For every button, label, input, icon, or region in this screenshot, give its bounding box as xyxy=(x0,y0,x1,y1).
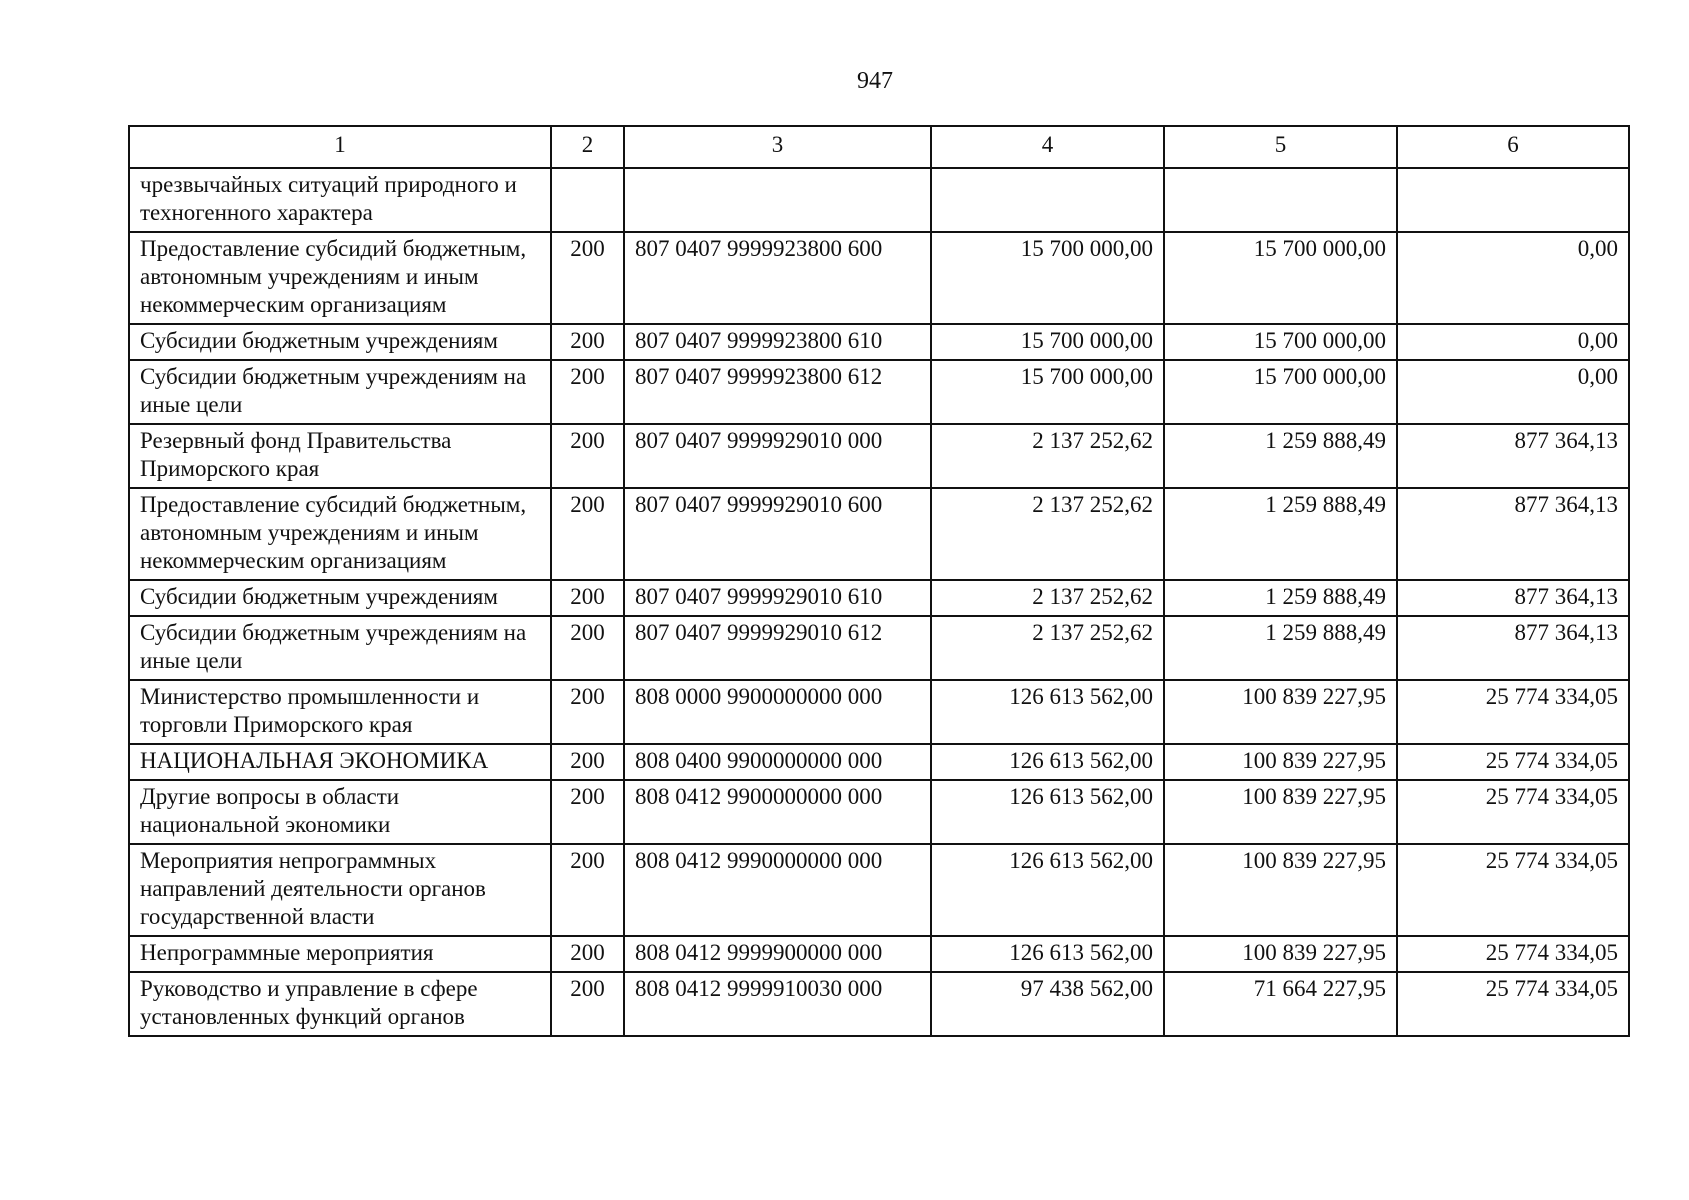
amount-col5-cell: 100 839 227,95 xyxy=(1164,744,1397,780)
amount-col5-cell: 100 839 227,95 xyxy=(1164,780,1397,844)
budget-code-cell: 808 0400 9900000000 000 xyxy=(624,744,931,780)
item-name-cell: Субсидии бюджетным учреждениям на иные цели xyxy=(129,360,551,424)
amount-col5-cell: 100 839 227,95 xyxy=(1164,680,1397,744)
amount-col5-cell: 1 259 888,49 xyxy=(1164,424,1397,488)
amount-col4-cell: 126 613 562,00 xyxy=(931,680,1164,744)
amount-col4-cell: 2 137 252,62 xyxy=(931,488,1164,580)
budget-code-cell: 808 0412 9900000000 000 xyxy=(624,780,931,844)
budget-code-cell: 807 0407 9999929010 600 xyxy=(624,488,931,580)
expense-type-cell: 200 xyxy=(551,488,624,580)
amount-col4-cell: 126 613 562,00 xyxy=(931,844,1164,936)
header-cell-4: 4 xyxy=(931,126,1164,168)
amount-col6-cell: 25 774 334,05 xyxy=(1397,844,1629,936)
table-row xyxy=(129,324,1629,360)
expense-type-cell: 200 xyxy=(551,780,624,844)
item-name-cell: Субсидии бюджетным учреждениям xyxy=(129,580,551,616)
header-cell-2: 2 xyxy=(551,126,624,168)
amount-col4-cell: 126 613 562,00 xyxy=(931,936,1164,972)
amount-col5-cell: 100 839 227,95 xyxy=(1164,844,1397,936)
expense-type-cell: 200 xyxy=(551,936,624,972)
amount-col5-cell xyxy=(1164,168,1397,232)
amount-col6-cell: 0,00 xyxy=(1397,232,1629,324)
budget-code-cell: 808 0412 9999900000 000 xyxy=(624,936,931,972)
amount-col5-cell: 1 259 888,49 xyxy=(1164,488,1397,580)
item-name-cell: Предоставление субсидий бюджетным, автономным учреждениям и иным некоммерческим организациям xyxy=(129,488,551,580)
page-number: 947 xyxy=(857,68,893,94)
table-header xyxy=(129,126,1629,168)
budget-table xyxy=(128,125,1630,1037)
budget-code-cell: 808 0412 9999910030 000 xyxy=(624,972,931,1036)
expense-type-cell: 200 xyxy=(551,360,624,424)
header-cell-1: 1 xyxy=(129,126,551,168)
amount-col5-cell: 1 259 888,49 xyxy=(1164,616,1397,680)
table-row xyxy=(129,488,1629,580)
budget-code-cell: 808 0412 9990000000 000 xyxy=(624,844,931,936)
amount-col6-cell: 877 364,13 xyxy=(1397,488,1629,580)
amount-col5-cell: 100 839 227,95 xyxy=(1164,936,1397,972)
item-name-cell: Субсидии бюджетным учреждениям на иные цели xyxy=(129,616,551,680)
table-row xyxy=(129,936,1629,972)
header-cell-5: 5 xyxy=(1164,126,1397,168)
expense-type-cell xyxy=(551,168,624,232)
amount-col4-cell: 126 613 562,00 xyxy=(931,780,1164,844)
amount-col6-cell: 25 774 334,05 xyxy=(1397,936,1629,972)
item-name-cell: Министерство промышленности и торговли Приморского края xyxy=(129,680,551,744)
table-row xyxy=(129,360,1629,424)
amount-col4-cell: 2 137 252,62 xyxy=(931,616,1164,680)
budget-code-cell: 807 0407 9999929010 610 xyxy=(624,580,931,616)
amount-col6-cell: 877 364,13 xyxy=(1397,580,1629,616)
header-cell-3: 3 xyxy=(624,126,931,168)
table-body xyxy=(129,168,1629,1036)
header-row xyxy=(129,126,1629,168)
amount-col6-cell xyxy=(1397,168,1629,232)
table-row xyxy=(129,616,1629,680)
amount-col5-cell: 15 700 000,00 xyxy=(1164,360,1397,424)
item-name-cell: Непрограммные мероприятия xyxy=(129,936,551,972)
amount-col4-cell: 97 438 562,00 xyxy=(931,972,1164,1036)
item-name-cell: чрезвычайных ситуаций природного и техногенного характера xyxy=(129,168,551,232)
expense-type-cell: 200 xyxy=(551,972,624,1036)
table-row xyxy=(129,680,1629,744)
budget-code-cell xyxy=(624,168,931,232)
expense-type-cell: 200 xyxy=(551,424,624,488)
amount-col5-cell: 1 259 888,49 xyxy=(1164,580,1397,616)
expense-type-cell: 200 xyxy=(551,744,624,780)
expense-type-cell: 200 xyxy=(551,232,624,324)
table-row xyxy=(129,580,1629,616)
budget-code-cell: 808 0000 9900000000 000 xyxy=(624,680,931,744)
amount-col6-cell: 0,00 xyxy=(1397,360,1629,424)
budget-code-cell: 807 0407 9999929010 000 xyxy=(624,424,931,488)
amount-col6-cell: 25 774 334,05 xyxy=(1397,744,1629,780)
table-row xyxy=(129,744,1629,780)
table-row xyxy=(129,232,1629,324)
table-row xyxy=(129,424,1629,488)
amount-col4-cell: 2 137 252,62 xyxy=(931,424,1164,488)
amount-col4-cell: 15 700 000,00 xyxy=(931,360,1164,424)
budget-code-cell: 807 0407 9999923800 612 xyxy=(624,360,931,424)
amount-col5-cell: 71 664 227,95 xyxy=(1164,972,1397,1036)
item-name-cell: Предоставление субсидий бюджетным, автономным учреждениям и иным некоммерческим организациям xyxy=(129,232,551,324)
item-name-cell: Резервный фонд Правительства Приморского края xyxy=(129,424,551,488)
item-name-cell: Другие вопросы в области национальной экономики xyxy=(129,780,551,844)
item-name-cell: Мероприятия непрограммных направлений деятельности органов государственной власти xyxy=(129,844,551,936)
amount-col6-cell: 877 364,13 xyxy=(1397,616,1629,680)
budget-code-cell: 807 0407 9999923800 610 xyxy=(624,324,931,360)
table-row xyxy=(129,780,1629,844)
amount-col4-cell xyxy=(931,168,1164,232)
item-name-cell: Субсидии бюджетным учреждениям xyxy=(129,324,551,360)
amount-col6-cell: 0,00 xyxy=(1397,324,1629,360)
amount-col5-cell: 15 700 000,00 xyxy=(1164,324,1397,360)
amount-col6-cell: 25 774 334,05 xyxy=(1397,972,1629,1036)
amount-col5-cell: 15 700 000,00 xyxy=(1164,232,1397,324)
table-row xyxy=(129,972,1629,1036)
amount-col6-cell: 25 774 334,05 xyxy=(1397,780,1629,844)
amount-col4-cell: 15 700 000,00 xyxy=(931,232,1164,324)
expense-type-cell: 200 xyxy=(551,580,624,616)
amount-col6-cell: 25 774 334,05 xyxy=(1397,680,1629,744)
amount-col4-cell: 126 613 562,00 xyxy=(931,744,1164,780)
expense-type-cell: 200 xyxy=(551,324,624,360)
table-row xyxy=(129,844,1629,936)
amount-col4-cell: 2 137 252,62 xyxy=(931,580,1164,616)
item-name-cell: НАЦИОНАЛЬНАЯ ЭКОНОМИКА xyxy=(129,744,551,780)
budget-code-cell: 807 0407 9999929010 612 xyxy=(624,616,931,680)
expense-type-cell: 200 xyxy=(551,616,624,680)
header-cell-6: 6 xyxy=(1397,126,1629,168)
amount-col6-cell: 877 364,13 xyxy=(1397,424,1629,488)
expense-type-cell: 200 xyxy=(551,680,624,744)
item-name-cell: Руководство и управление в сфере установленных функций органов xyxy=(129,972,551,1036)
budget-code-cell: 807 0407 9999923800 600 xyxy=(624,232,931,324)
table-row xyxy=(129,168,1629,232)
amount-col4-cell: 15 700 000,00 xyxy=(931,324,1164,360)
expense-type-cell: 200 xyxy=(551,844,624,936)
